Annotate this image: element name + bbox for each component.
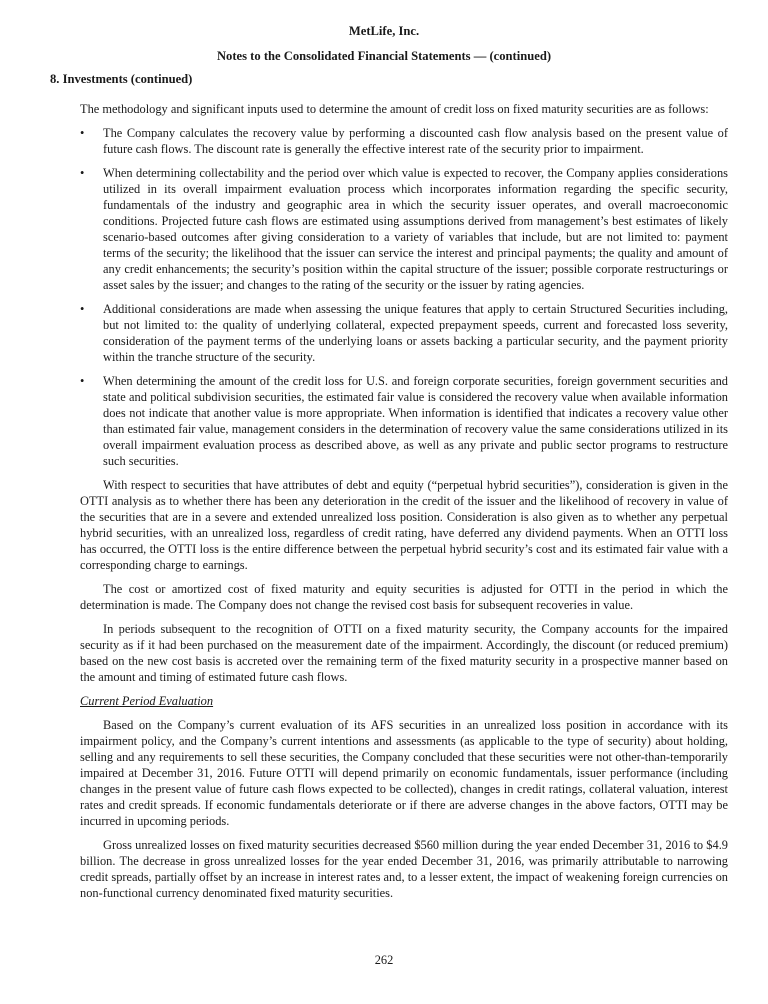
bullet-icon: • [80,166,85,180]
document-subtitle: Notes to the Consolidated Financial Statements — (continued) [216,49,552,63]
bullet-icon: • [80,302,85,316]
body-paragraph: In periods subsequent to the recognition of OTTI on a fixed maturity security, the Company accounts for the impaired security as if it had been purchased on the measurement date of the impairment. Accordingly, the discount (or reduced premium) based on the new cost basis is accreted over the remaining term of the fixed maturity security in a prospective manner based on the amount and timing of estimated future cash flows. [80,622,728,684]
body-paragraph: The cost or amortized cost of fixed maturity and equity securities is adjusted for OTTI in the period in which the determination is made. The Company does not change the revised cost basis for subsequent recoveries in value. [80,582,728,612]
bullet-icon: • [80,126,85,140]
bullet-text: Additional considerations are made when assessing the unique features that apply to certain Structured Securities including, but not limited to: the quality of underlying collateral, expected prepayment speeds, current and forecasted loss severity, consideration of the payment terms of the underlying loans or assets backing a particular security, and the payment priority within the tranche structure of the security. [103,302,728,364]
bullet-icon: • [80,374,85,388]
body-paragraph: With respect to securities that have attributes of debt and equity (“perpetual hybrid securities”), consideration is given in the OTTI analysis as to whether there has been any deterioration in the credit of the issuer and the likelihood of recovery in value of the securities that are in a severe and extended unrealized loss position. Consideration is also given as to whether any perpetual hybrid securities, with an unrealized loss, regardless of credit rating, have deferred any dividend payments. When an OTTI loss has occurred, the OTTI loss is the entire difference between the perpetual hybrid security’s cost and its estimated fair value with a corresponding charge to earnings. [80,478,728,572]
body-paragraph: Gross unrealized losses on fixed maturity securities decreased $560 million during the year ended December 31, 2016 to $4.9 billion. The decrease in gross unrealized losses for the year ended December 31, 2016, was primarily attributable to narrowing credit spreads, partially offset by an increase in interest rates and, to a lesser extent, the impact of weakening foreign currencies on non-functional currency denominated fixed maturity securities. [80,838,728,900]
bullet-text: When determining the amount of the credit loss for U.S. and foreign corporate securities, foreign government securities and state and political subdivision securities, the estimated fair value is considered the recovery value when available information does not indicate that another value is more appropriate. When information is identified that indicates a recovery value other than estimated fair value, management considers in the determination of recovery value the same considerations utilized in its overall impairment evaluation process as described above, as well as any private and public sector programs to restructure such securities. [103,374,728,468]
document-body [80,101,728,909]
company-name: MetLife, Inc. [348,24,420,38]
bullet-text: When determining collectability and the period over which value is expected to recover, the Company applies considerations utilized in its overall impairment evaluation process which incorporates information regarding the specific security, fundamentals of the industry and geographic area in which the security issuer operates, and overall macroeconomic conditions. Projected future cash flows are estimated using assumptions derived from management’s best estimates of likely scenario-based outcomes after giving consideration to a variety of variables that include, but are not limited to: payment terms of the security; the likelihood that the issuer can service the interest and principal payments; the quality and amount of any credit enhancements; the security’s position within the capital structure of the issuer; possible corporate restructurings or asset sales by the issuer; and changes to the rating of the security or the issuer by rating agencies. [103,166,728,292]
section-heading: 8. Investments (continued) [50,72,193,86]
bullet-text: The Company calculates the recovery value by performing a discounted cash flow analysis based on the present value of future cash flows. The discount rate is generally the effective interest rate of the security prior to impairment. [103,126,728,156]
bullet-item [80,165,728,293]
body-paragraph: Based on the Company’s current evaluation of its AFS securities in an unrealized loss position in accordance with its impairment policy, and the Company’s current intentions and assessments (as applicable to the type of security) about holding, selling and any requirements to sell these securities, the Company concluded that these securities were not other-than-temporarily impaired at December 31, 2016. Future OTTI will depend primarily on economic fundamentals, issuer performance (including changes in the present value of future cash flows expected to be collected), changes in credit ratings, collateral valuation, interest rates and credit spreads. If economic fundamentals deteriorate or if there are adverse changes in the above factors, OTTI may be incurred in upcoming periods. [80,718,728,828]
intro-paragraph: The methodology and significant inputs used to determine the amount of credit loss on fixed maturity securities are as follows: [80,102,709,116]
subsection-heading: Current Period Evaluation [80,694,214,708]
bullet-item [80,373,728,469]
bullet-item [80,301,728,365]
bullet-item [80,125,728,157]
page-number: 262 [374,953,394,967]
